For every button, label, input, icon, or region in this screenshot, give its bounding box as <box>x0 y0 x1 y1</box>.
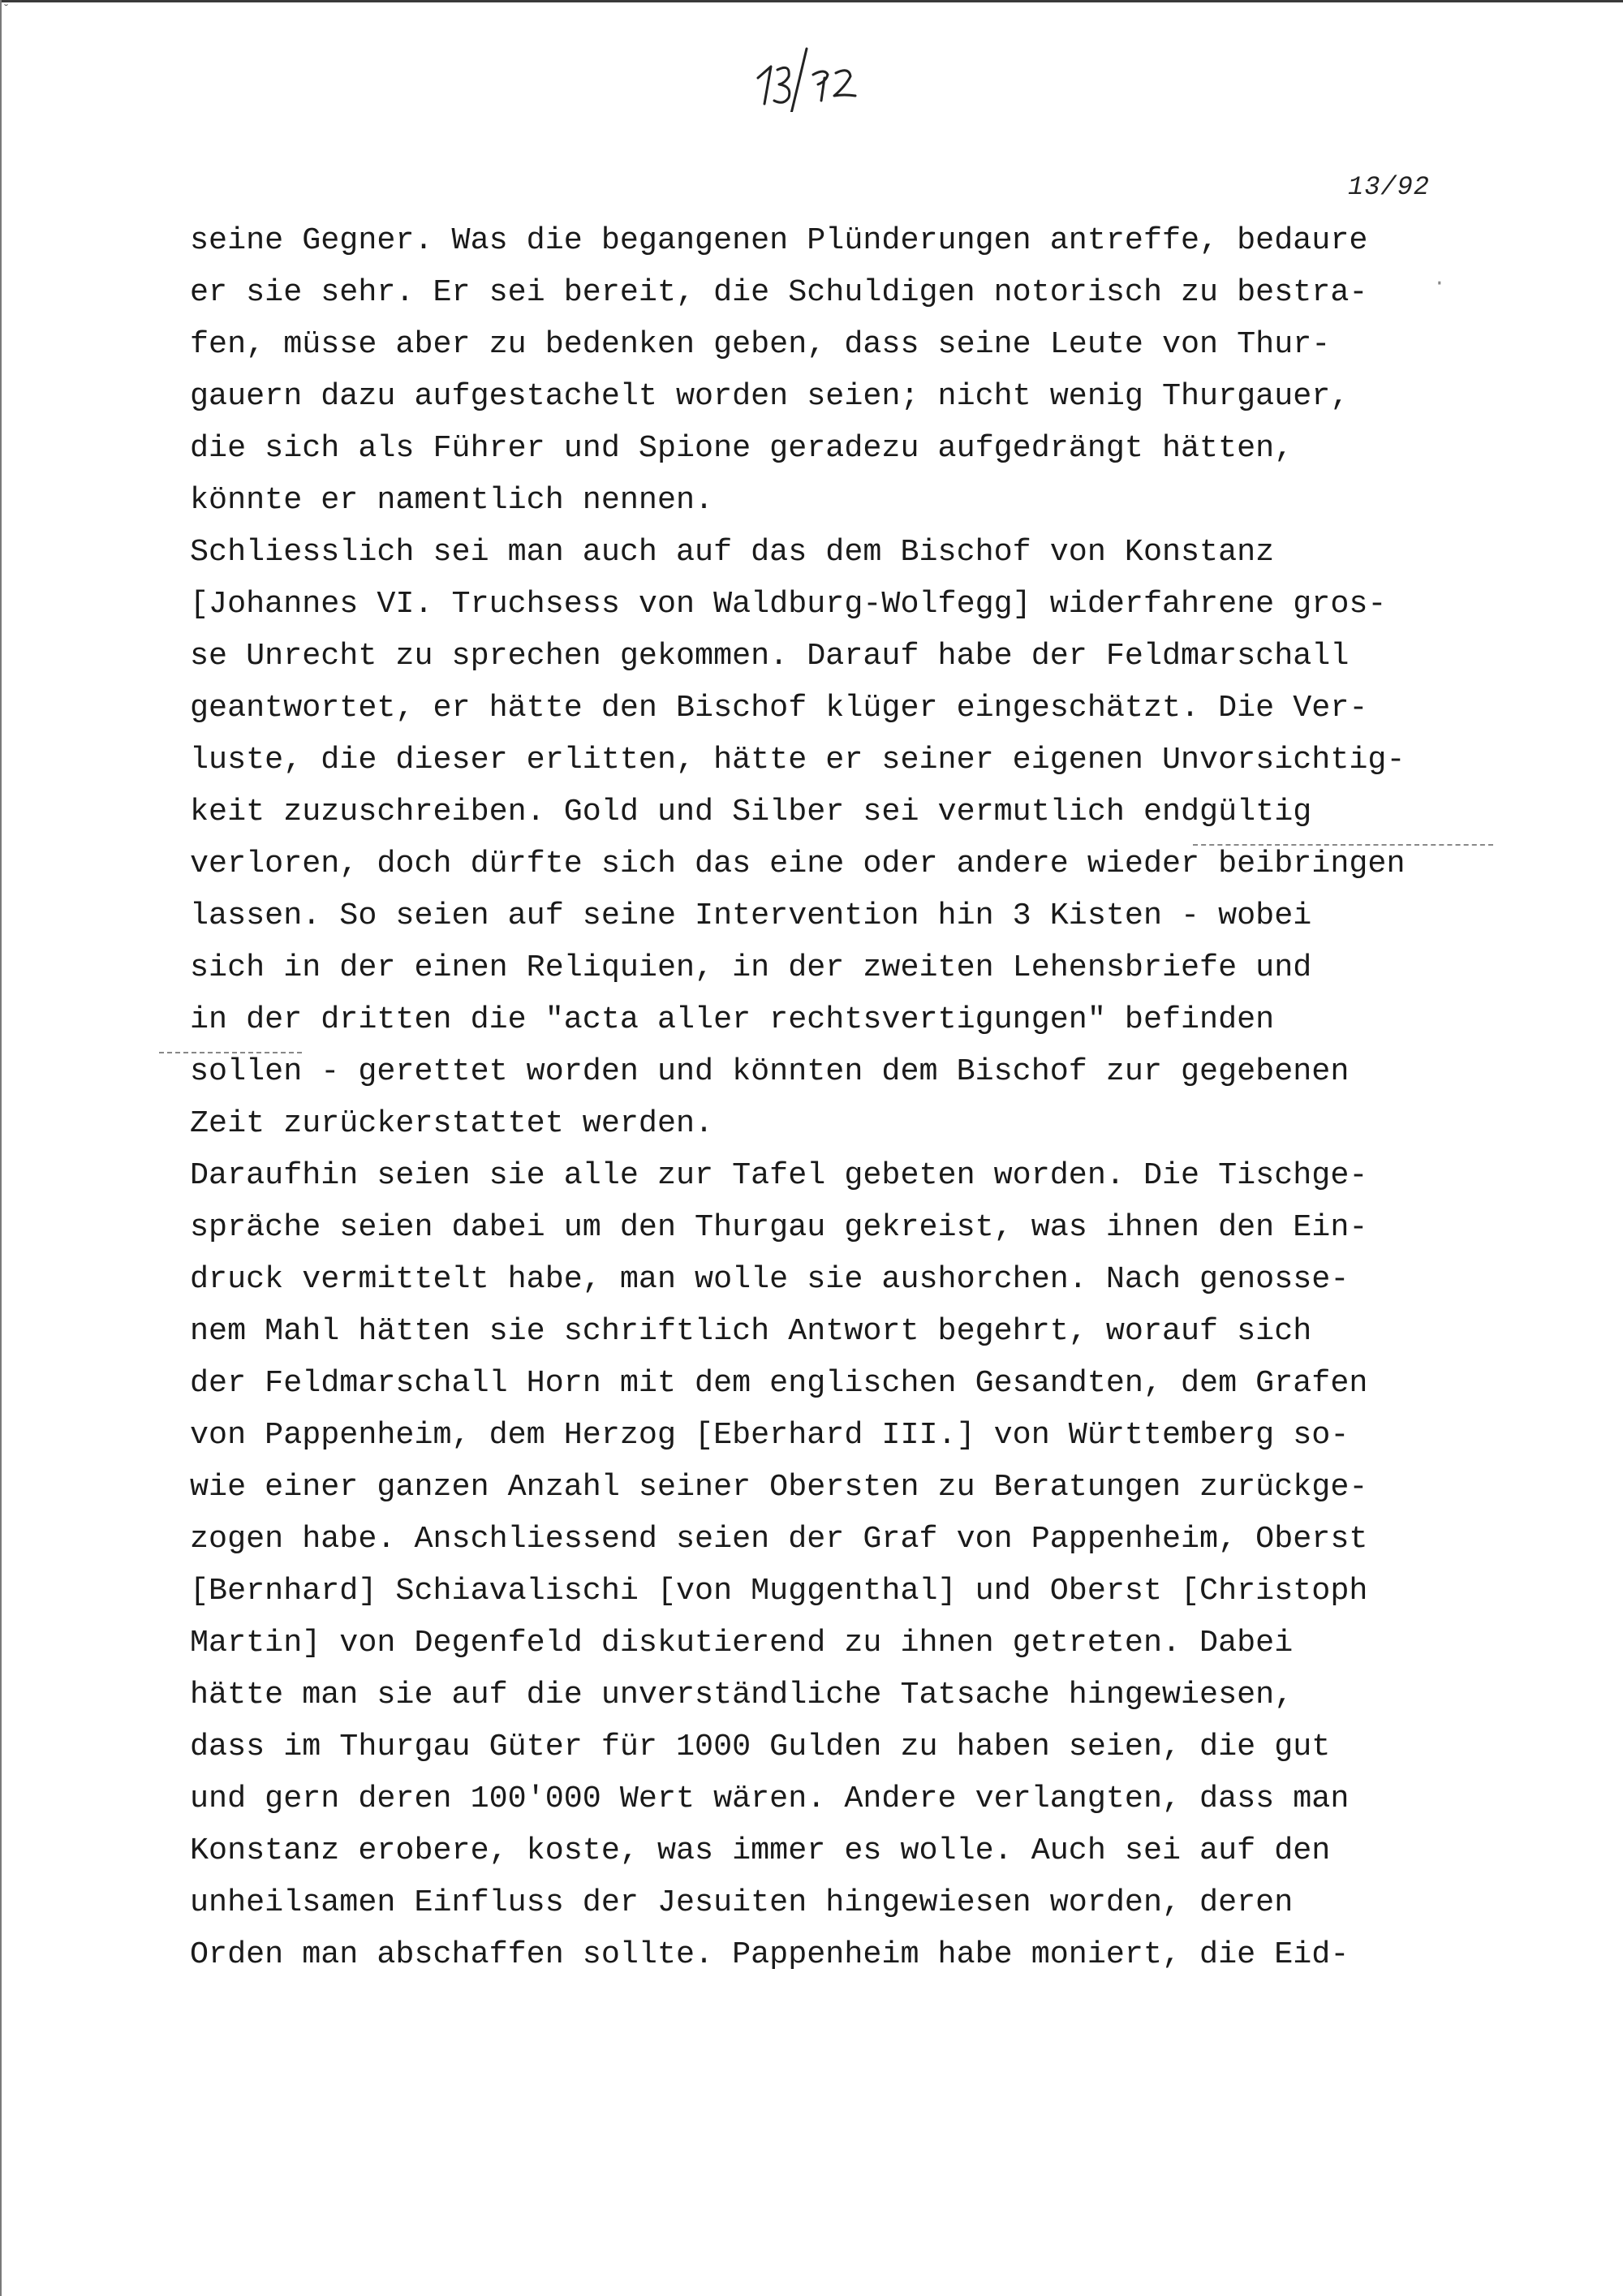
text-line: [Johannes VI. Truchsess von Waldburg-Wolfegg] widerfahrene gros- <box>190 586 1387 622</box>
text-line: druck vermittelt habe, man wolle sie aushorchen. Nach genosse- <box>190 1261 1350 1297</box>
text-line: luste, die dieser erlitten, hätte er seiner eigenen Unvorsichtig- <box>190 742 1406 778</box>
text-line: Orden man abschaffen sollte. Pappenheim habe moniert, die Eid- <box>190 1936 1350 1972</box>
handwritten-folio-drawing <box>747 39 885 112</box>
text-line: dass im Thurgau Güter für 1000 Gulden zu haben seien, die gut <box>190 1729 1331 1764</box>
text-line: in der dritten die "acta aller rechtsvertigungen" befinden <box>190 1002 1275 1037</box>
text-line: wie einer ganzen Anzahl seiner Obersten zu Beratungen zurückge- <box>190 1469 1368 1505</box>
corner-mark: ˘ <box>3 3 9 16</box>
text-line: sich in der einen Reliquien, in der zweiten Lehensbriefe und <box>190 950 1312 985</box>
text-line: seine Gegner. Was die begangenen Plünderungen antreffe, bedaure <box>190 222 1368 258</box>
body-text <box>190 214 1586 1980</box>
text-line: hätte man sie auf die unverständliche Tatsache hingewiesen, <box>190 1677 1294 1712</box>
handwritten-folio-number <box>747 39 885 116</box>
text-line: se Unrecht zu sprechen gekommen. Darauf habe der Feldmarschall <box>190 638 1350 674</box>
text-line: unheilsamen Einfluss der Jesuiten hingewiesen worden, deren <box>190 1885 1294 1920</box>
text-line: Martin] von Degenfeld diskutierend zu ihnen getreten. Dabei <box>190 1625 1294 1661</box>
text-line: der Feldmarschall Horn mit dem englischen Gesandten, dem Grafen <box>190 1365 1368 1401</box>
text-line: geantwortet, er hätte den Bischof klüger eingeschätzt. Die Ver- <box>190 690 1368 726</box>
text-line: sollen - gerettet worden und könnten dem Bischof zur gegebenen <box>190 1053 1350 1089</box>
text-line: keit zuzuschreiben. Gold und Silber sei vermutlich endgültig <box>190 794 1312 829</box>
text-line: Zeit zurückerstattet werden. <box>190 1105 714 1141</box>
text-line: nem Mahl hätten sie schriftlich Antwort begehrt, worauf sich <box>190 1313 1312 1349</box>
page-edge-left <box>0 0 2 2296</box>
text-line: verloren, doch dürfte sich das eine oder andere wieder beibringen <box>190 846 1406 881</box>
text-line: Konstanz erobere, koste, was immer es wolle. Auch sei auf den <box>190 1833 1331 1868</box>
page-number: 13/92 <box>1347 172 1430 202</box>
text-line: zogen habe. Anschliessend seien der Graf von Pappenheim, Oberst <box>190 1521 1368 1557</box>
text-line: fen, müsse aber zu bedenken geben, dass seine Leute von Thur- <box>190 326 1331 362</box>
text-line: von Pappenheim, dem Herzog [Eberhard III.] von Württemberg so- <box>190 1417 1350 1453</box>
text-line: lassen. So seien auf seine Intervention hin 3 Kisten - wobei <box>190 898 1312 933</box>
text-line: die sich als Führer und Spione geradezu aufgedrängt hätten, <box>190 430 1294 466</box>
text-line: Schliesslich sei man auch auf das dem Bischof von Konstanz <box>190 534 1275 570</box>
text-line: und gern deren 100'000 Wert wären. Andere verlangten, dass man <box>190 1781 1350 1816</box>
text-line: könnte er namentlich nennen. <box>190 482 714 518</box>
stray-mark: · <box>1433 271 1446 295</box>
text-line: gauern dazu aufgestachelt worden seien; nicht wenig Thurgauer, <box>190 378 1350 414</box>
text-line: [Bernhard] Schiavalischi [von Muggenthal] und Oberst [Christoph <box>190 1573 1368 1609</box>
text-line: er sie sehr. Er sei bereit, die Schuldigen notorisch zu bestra- <box>190 274 1368 310</box>
text-line: Daraufhin seien sie alle zur Tafel gebeten worden. Die Tischge- <box>190 1157 1368 1193</box>
text-line: spräche seien dabei um den Thurgau gekreist, was ihnen den Ein- <box>190 1209 1368 1245</box>
page-edge-top <box>0 0 1623 2</box>
